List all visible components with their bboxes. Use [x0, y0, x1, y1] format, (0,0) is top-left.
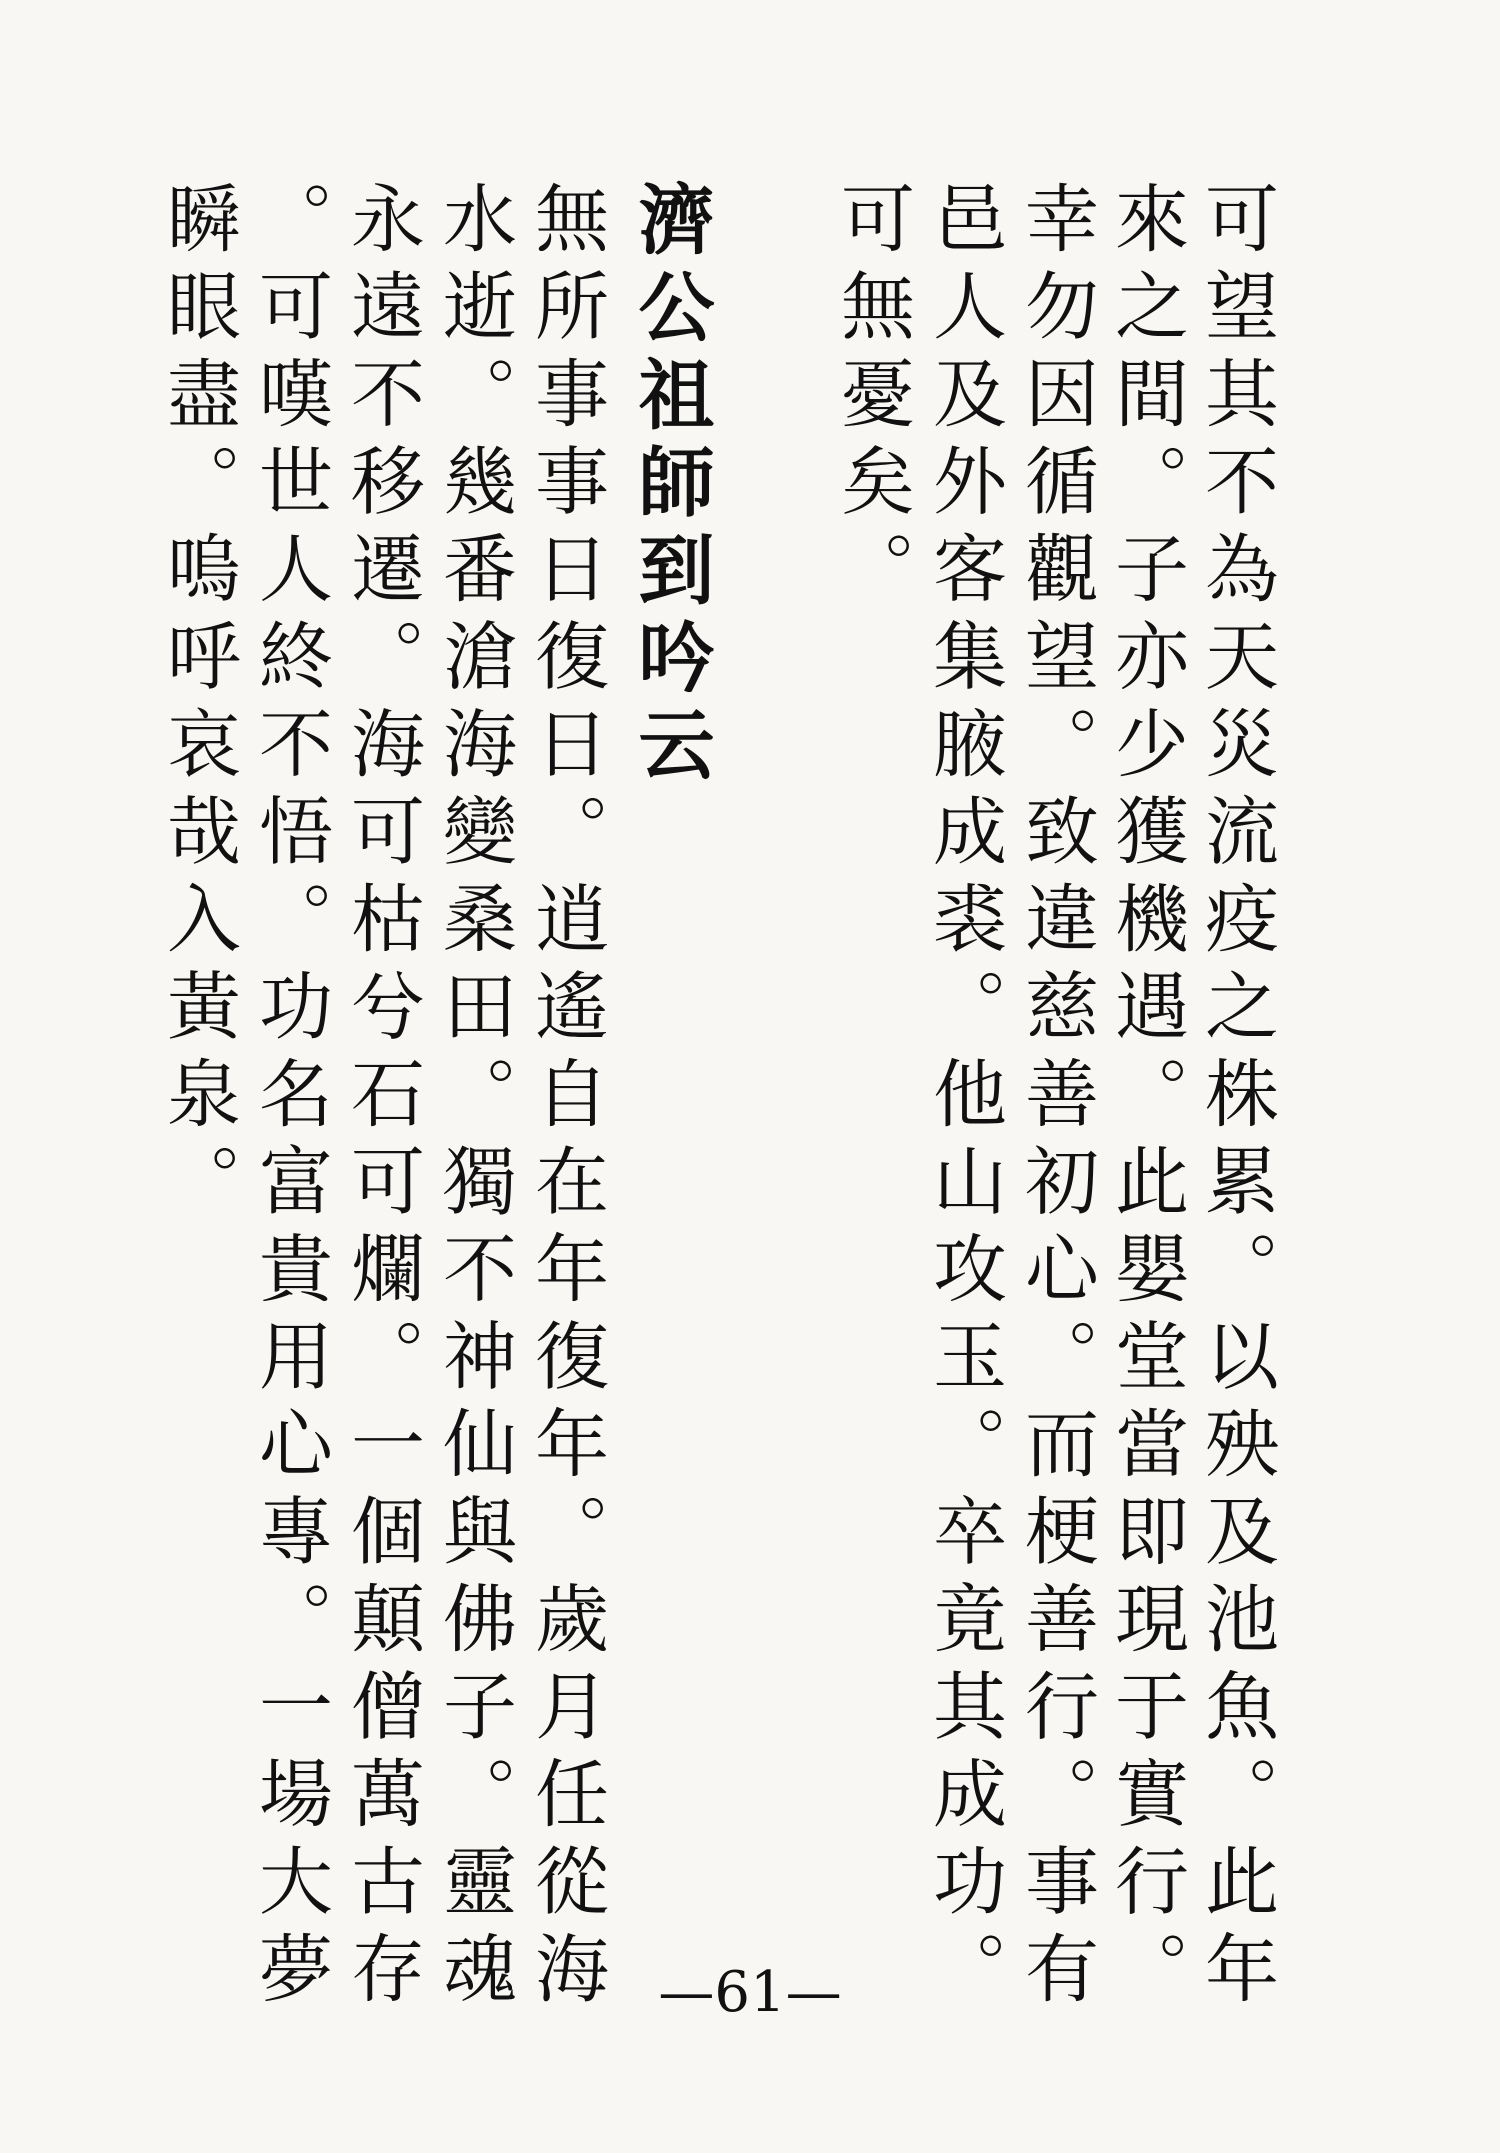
- section-title: 濟公祖師到吟云: [626, 180, 715, 793]
- text-column-10: 瞬眼盡。嗚呼哀哉入黃泉。: [155, 180, 241, 1230]
- text-column-1: 可望其不為天災流疫之株累。以殃及池魚。此年: [1193, 180, 1279, 2018]
- text-column-2: 來之間。子亦少獲機遇。此嬰堂當即現于實行。: [1103, 180, 1189, 2018]
- text-column-3: 幸勿因循觀望。致違慈善初心。而梗善行。事有: [1013, 180, 1099, 2018]
- page-number: —61—: [658, 1960, 842, 2025]
- text-column-8: 永遠不移遷。海可枯兮石可爛。一個顛僧萬古存: [339, 180, 425, 2018]
- text-column-7: 水逝。幾番滄海變桑田。獨不神仙與佛子。靈魂: [431, 180, 517, 2018]
- text-column-5: 可無憂矣。: [829, 180, 915, 618]
- text-column-6: 無所事事日復日。逍遙自在年復年。歲月任從海: [523, 180, 609, 2018]
- text-column-9: 。可嘆世人終不悟。功名富貴用心專。一場大夢: [247, 180, 333, 2018]
- text-column-4: 邑人及外客集腋成裘。他山攻玉。卒竟其成功。: [921, 180, 1007, 2018]
